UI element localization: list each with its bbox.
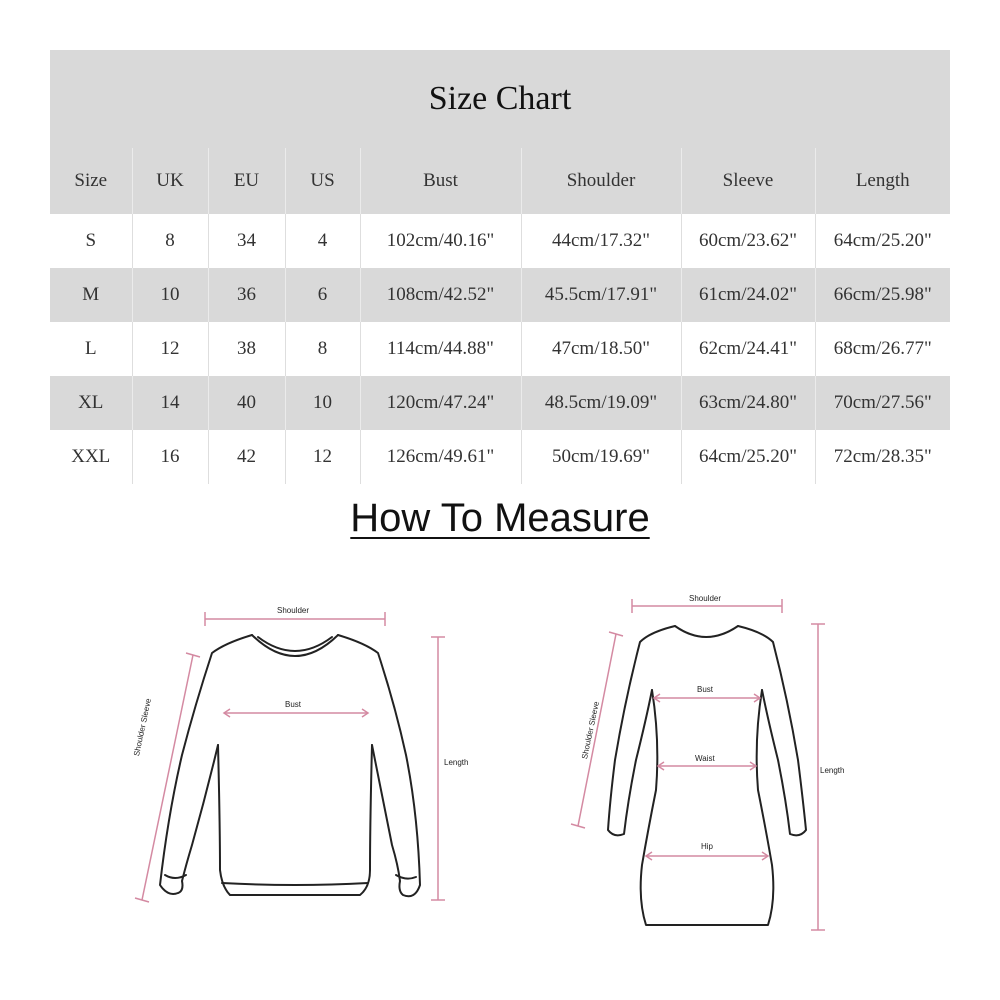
table-header-row xyxy=(50,148,950,214)
table-cell: 66cm/25.98" xyxy=(815,268,950,322)
table-cell: 40 xyxy=(208,376,285,430)
column-header: UK xyxy=(132,148,208,214)
table-cell: 120cm/47.24" xyxy=(360,376,521,430)
table-cell: XXL xyxy=(71,446,111,467)
how-to-measure-title: How To Measure xyxy=(350,496,650,540)
table-cell: 12 xyxy=(285,430,360,484)
table-cell: 61cm/24.02" xyxy=(681,268,815,322)
table-cell: 63cm/24.80" xyxy=(681,376,815,430)
table-row xyxy=(50,322,950,376)
table-cell: 16 xyxy=(132,430,208,484)
column-header: Bust xyxy=(360,148,521,214)
column-header: Size xyxy=(74,170,108,191)
table-cell: 102cm/40.16" xyxy=(360,214,521,268)
table-cell: 126cm/49.61" xyxy=(360,430,521,484)
table-cell: 60cm/23.62" xyxy=(681,214,815,268)
table-cell: 45.5cm/17.91" xyxy=(521,268,681,322)
table-cell: 8 xyxy=(285,322,360,376)
table-cell: 4 xyxy=(285,214,360,268)
table-cell: 64cm/25.20" xyxy=(815,214,950,268)
table-cell: L xyxy=(84,338,97,359)
table-row xyxy=(50,268,950,322)
column-header: Sleeve xyxy=(681,148,815,214)
sweater-length-label: Length xyxy=(444,758,469,767)
table-row xyxy=(50,376,950,430)
size-table xyxy=(50,148,950,484)
table-cell: 47cm/18.50" xyxy=(521,322,681,376)
column-header: EU xyxy=(208,148,285,214)
how-to-measure-heading xyxy=(0,496,1000,541)
size-chart xyxy=(50,50,950,486)
table-cell: 14 xyxy=(132,376,208,430)
dress-bust-label: Bust xyxy=(697,685,714,694)
sweater-bust-label: Bust xyxy=(285,700,302,709)
dress-length-label: Length xyxy=(820,766,845,775)
table-cell: 70cm/27.56" xyxy=(815,376,950,430)
sweater-shoulder-label: Shoulder xyxy=(277,606,310,615)
table-cell: XL xyxy=(78,392,104,413)
table-cell: 50cm/19.69" xyxy=(521,430,681,484)
table-cell: 64cm/25.20" xyxy=(681,430,815,484)
table-cell: 42 xyxy=(208,430,285,484)
dress-shoulder-label: Shoulder xyxy=(689,594,722,603)
table-cell: 114cm/44.88" xyxy=(360,322,521,376)
dress-waist-label: Waist xyxy=(695,754,715,763)
table-cell: 48.5cm/19.09" xyxy=(521,376,681,430)
table-cell: 36 xyxy=(208,268,285,322)
dress-illustration xyxy=(570,590,870,940)
dress-hip-label: Hip xyxy=(701,842,714,851)
table-cell: S xyxy=(85,230,97,251)
table-cell: 44cm/17.32" xyxy=(521,214,681,268)
table-cell: 34 xyxy=(208,214,285,268)
table-row xyxy=(50,430,950,484)
size-chart-title: Size Chart xyxy=(50,50,950,148)
table-cell: 62cm/24.41" xyxy=(681,322,815,376)
table-cell: 108cm/42.52" xyxy=(360,268,521,322)
table-cell: 38 xyxy=(208,322,285,376)
table-row xyxy=(50,214,950,268)
table-cell: 10 xyxy=(285,376,360,430)
table-cell: 8 xyxy=(132,214,208,268)
column-header: US xyxy=(285,148,360,214)
dress-shoulder-sleeve-label: Shoulder Sleeve xyxy=(580,700,602,760)
table-cell: 10 xyxy=(132,268,208,322)
table-cell: 6 xyxy=(285,268,360,322)
table-cell: M xyxy=(82,284,100,305)
table-cell: 68cm/26.77" xyxy=(815,322,950,376)
table-cell: 72cm/28.35" xyxy=(815,430,950,484)
sweater-diagram xyxy=(120,595,480,935)
sweater-illustration xyxy=(120,595,480,935)
sweater-shoulder-sleeve-label: Shoulder Sleeve xyxy=(132,697,154,757)
dress-diagram xyxy=(570,590,870,940)
column-header: Length xyxy=(815,148,950,214)
table-cell: 12 xyxy=(132,322,208,376)
column-header: Shoulder xyxy=(521,148,681,214)
